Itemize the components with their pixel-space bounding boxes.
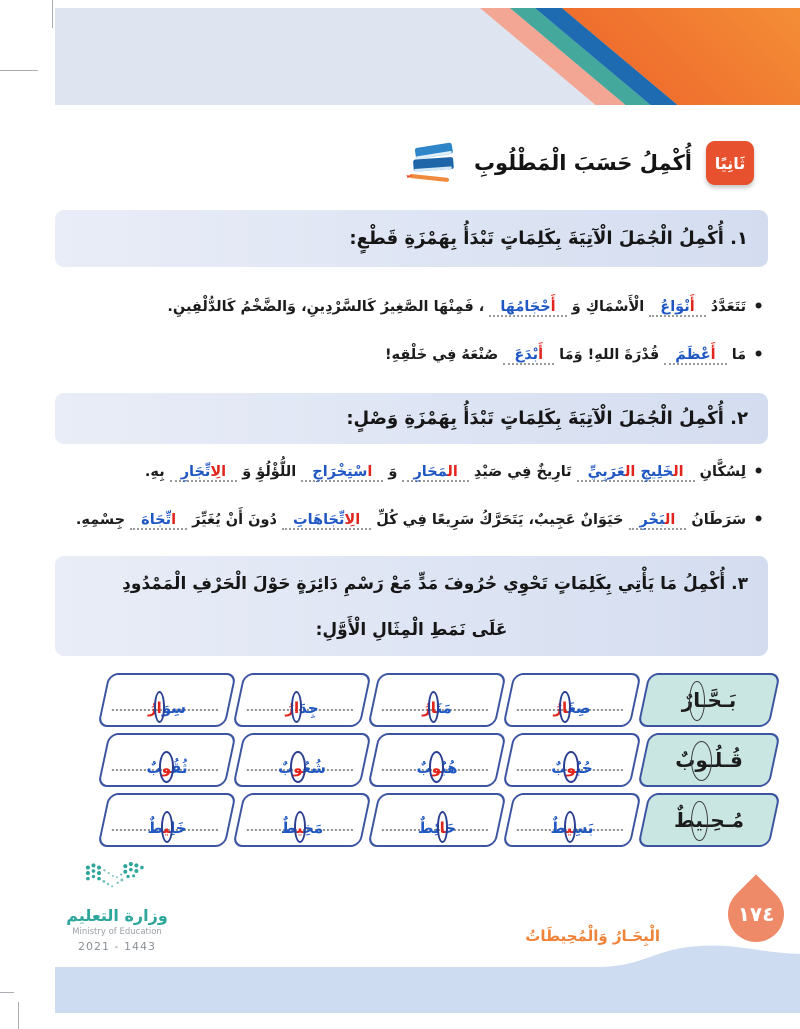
sentence-text: ، فَمِنْهَا الصَّغِيرُ كَالسَّرْدِينِ، وَالضَّخْمُ كَالدُّلْفِينِ. — [167, 299, 490, 315]
bullet-marker: • — [753, 510, 764, 530]
word-segment: رُ — [553, 699, 563, 717]
circled-mad-letter: ‍ا — [439, 819, 446, 837]
sample-answer-word — [418, 819, 456, 837]
word-segment: عْظَمَ — [675, 347, 711, 363]
question1-title: ١. أُكْمِلُ الْجُمَلَ الْآتِيَةَ بِكَلِمَاتٍ تَبْدَأُ بِهَمْزَةِ قَطْعٍ: — [349, 228, 748, 249]
sentence-text: دُونَ أَنْ يُغَيِّرَ — [187, 512, 282, 528]
sample-answer-word — [285, 699, 318, 717]
sentence-text: سَرَطَانُ — [686, 512, 747, 528]
word-segment: ثُقُ‍ — [171, 759, 188, 777]
example-cell — [637, 733, 780, 787]
word-segment: رُ — [148, 699, 157, 717]
word-segment: بَـحَّـ‍ — [700, 688, 737, 712]
bullet-sentence — [25, 283, 764, 331]
crop-mark — [0, 992, 14, 993]
answer-cell[interactable] — [97, 733, 236, 787]
circled-mad-letter: ‍و — [161, 759, 172, 777]
answer-cell[interactable] — [502, 793, 641, 847]
circled-mad-letter: ‍ا — [430, 699, 437, 717]
word-segment: ‍طٌ — [147, 819, 164, 837]
sentence-text: اللُّؤْلُؤِ وَ — [237, 464, 302, 480]
sentence-text: قُدْرَةَ اللهِ! وَمَا — [554, 347, 665, 363]
question3-box — [55, 556, 768, 656]
word-segment: بٌ — [278, 759, 294, 777]
word-segment: ‍مَحَارِ — [413, 464, 448, 480]
sample-answer-word — [551, 759, 592, 777]
answer-blank[interactable] — [577, 464, 695, 482]
answer-blank[interactable] — [503, 347, 554, 365]
sentence-text: مَا — [726, 347, 747, 363]
answer-blank[interactable] — [489, 299, 566, 317]
section-badge: ثَانِيًا — [706, 141, 754, 185]
sentence-text: جِسْمِهِ. — [75, 512, 131, 528]
circled-mad-letter: ‍ا — [693, 688, 701, 712]
word-segment: بٌ — [416, 759, 432, 777]
crop-mark — [52, 0, 53, 28]
answer-blank[interactable] — [649, 299, 705, 317]
page-number: ١٧٤ — [737, 902, 775, 926]
bullet-sentence — [25, 331, 764, 379]
ministry-name-en: Ministry of Education — [72, 927, 162, 937]
sample-answer-word — [147, 819, 186, 837]
crop-mark — [18, 1002, 19, 1029]
circled-mad-letter: ‍و — [431, 759, 441, 777]
circled-mad-letter: ‍و — [293, 759, 303, 777]
word-segment: بَسِ‍ — [572, 819, 594, 837]
circled-mad-letter: ‍و — [566, 759, 576, 777]
word-segment: شُعُ‍ — [302, 759, 326, 777]
word-segment: ال‍ — [664, 512, 676, 528]
sentence-text: لِسُكَّانِ — [694, 464, 747, 480]
circled-mad-letter: ‍ي‍ — [296, 819, 304, 837]
example-word — [674, 808, 744, 832]
word-segment: حَ‍ — [445, 819, 457, 837]
word-segment: رُ — [422, 699, 431, 717]
sentence-text: الْأَسْمَاكِ وَ — [566, 299, 650, 315]
page-number-drop — [716, 874, 795, 953]
word-segment: خَلِ‍ — [169, 819, 187, 837]
word-segment: ‍طٌ — [550, 819, 567, 837]
edition-years: 2021 - 1443 — [78, 940, 156, 953]
word-segment: أَ — [710, 347, 716, 363]
header-band — [55, 8, 800, 105]
question1-box — [55, 210, 768, 267]
answer-cell[interactable] — [97, 793, 236, 847]
word-segment: ‍خَلِيجِ — [635, 464, 674, 480]
example-cell — [637, 673, 780, 727]
example-cell — [637, 793, 780, 847]
word-segment: بٌ — [551, 759, 567, 777]
answer-cell[interactable] — [232, 733, 371, 787]
word-segment: ‍طٌ — [673, 808, 696, 832]
word-segment: مَنَ‍ — [436, 699, 452, 717]
footer-wave — [55, 945, 800, 1013]
word-segment: صِغَ‍ — [567, 699, 591, 717]
sentence-text: وَ — [383, 464, 403, 480]
q2-bullets — [25, 448, 764, 544]
word-segment: ال‍ — [624, 464, 636, 480]
word-segment: أَ — [689, 299, 695, 315]
word-segment: ‍بَحْرِ — [639, 512, 665, 528]
word-segment: تِّجَاهَاتِ — [293, 512, 345, 528]
sentence-text: صُنْعَهُ فِي خَلْقِهِ! — [384, 347, 504, 363]
answer-blank[interactable] — [664, 347, 726, 365]
answer-cell[interactable] — [367, 733, 506, 787]
word-segment: ا — [367, 464, 373, 480]
sample-answer-word — [278, 759, 326, 777]
word-segment: ئِطٌ — [417, 819, 440, 837]
ministry-name-ar: وزارة التعليم — [66, 906, 168, 925]
word-segment: مَخِ‍ — [303, 819, 324, 837]
word-segment: ‍عَرَبِيِّ — [587, 464, 625, 480]
word-segment: رُ — [285, 699, 294, 717]
books-icon — [404, 142, 460, 184]
lesson-title: الْبِحَـارُ وَالْمُحِيطَاتُ — [525, 927, 660, 945]
answer-blank[interactable] — [629, 512, 687, 530]
circled-mad-letter: ‍ي‍ — [566, 819, 573, 837]
question3-title-line1: ٣. أُكْمِلُ مَا يَأْتِي بِكَلِمَاتٍ تَحْوِي حُرُوفَ مَدٍّ مَعْ رَسْمِ دَائِرَةٍ حَوْلَ الْحَرْفِ الْمَمْدُودِ — [122, 574, 748, 594]
sentence-text: تَتَعَدَّدُ — [705, 299, 747, 315]
question2-title: ٢. أُكْمِلُ الْجُمَلَ الْآتِيَةَ بِكَلِمَاتٍ تَبْدَأُ بِهَمْزَةِ وَصْلٍ: — [346, 408, 748, 429]
circled-mad-letter: ‍ي‍ — [163, 819, 170, 837]
word-segment: أَ — [550, 299, 556, 315]
word-segment: الِا — [344, 512, 361, 528]
pattern-row — [103, 793, 775, 847]
answer-cell[interactable] — [232, 673, 371, 727]
sample-answer-word — [422, 699, 452, 717]
bullet-marker: • — [753, 345, 764, 365]
answer-blank[interactable] — [170, 464, 237, 482]
section-title: أُكْمِلُ حَسَبَ الْمَطْلُوبِ — [473, 151, 692, 175]
word-segment: أَ — [538, 347, 544, 363]
sentence-text: تَارِيخٌ فِي صَيْدِ — [468, 464, 577, 480]
sample-answer-word — [553, 699, 590, 717]
word-segment: قُـلُـ‍ — [707, 748, 743, 772]
answer-cell[interactable] — [367, 793, 506, 847]
word-segment: حُبُ‍ — [575, 759, 593, 777]
bullet-marker: • — [753, 462, 764, 482]
answer-blank[interactable] — [301, 464, 383, 482]
word-segment: بْدَعَ — [514, 347, 539, 363]
example-word — [682, 688, 737, 712]
sentence-text: حَيَوَانٌ عَجِيبٌ، يَتَحَرَّكُ سَرِيعًا فِي كُلِّ — [371, 512, 629, 528]
word-segment: ‍طٌ — [280, 819, 297, 837]
answer-blank[interactable] — [402, 464, 468, 482]
section-header — [404, 139, 754, 187]
word-segment: تِّجَاهَ — [141, 512, 172, 528]
word-segment: سِوَ — [161, 699, 186, 717]
answer-cell[interactable] — [367, 673, 506, 727]
q3-rows — [103, 673, 775, 853]
answer-blank[interactable] — [282, 512, 371, 530]
word-segment: ال‍ — [447, 464, 458, 480]
circled-mad-letter: ا — [294, 699, 300, 717]
pattern-row — [103, 673, 775, 727]
example-word — [675, 748, 743, 772]
circled-mad-letter: ‍ي‍ — [695, 808, 704, 832]
answer-cell[interactable] — [502, 733, 641, 787]
word-segment: هُبُ‍ — [440, 759, 458, 777]
circled-mad-letter: ‍ا — [562, 699, 568, 717]
circled-mad-letter: ‍و — [695, 748, 708, 772]
bullet-marker: • — [753, 297, 764, 317]
question2-box — [55, 393, 768, 444]
sentence-text: بِهِ. — [144, 464, 170, 480]
sample-answer-word — [281, 819, 323, 837]
word-segment: ال‍ — [673, 464, 684, 480]
answer-cell[interactable] — [232, 793, 371, 847]
word-segment: الِا — [210, 464, 227, 480]
word-segment: حْجَامُهَا — [500, 299, 551, 315]
sample-answer-word — [148, 699, 186, 717]
word-segment: تِّجَارِ — [180, 464, 211, 480]
word-segment: بٌ — [146, 759, 162, 777]
circled-mad-letter: ا — [156, 699, 162, 717]
word-segment: ا — [171, 512, 177, 528]
word-segment: بٌ — [675, 748, 696, 772]
sample-answer-word — [147, 759, 188, 777]
q1-bullets — [25, 283, 764, 379]
ministry-logo-block — [42, 862, 192, 953]
bullet-sentence — [25, 496, 764, 544]
word-segment: نْوَاعُ — [660, 299, 690, 315]
answer-cell[interactable] — [97, 673, 236, 727]
pattern-row — [103, 733, 775, 787]
sample-answer-word — [417, 759, 458, 777]
word-segment: مُـحِـ‍ — [703, 808, 745, 832]
answer-blank[interactable] — [130, 512, 187, 530]
answer-cell[interactable] — [502, 673, 641, 727]
ministry-logo-dots-icon — [73, 862, 161, 898]
sample-answer-word — [550, 819, 593, 837]
question3-title-line2: عَلَى نَمَطِ الْمِثَالِ الْأَوَّلِ: — [315, 620, 508, 640]
word-segment: سْتِخْرَاجِ — [312, 464, 368, 480]
word-segment: جِدَ — [299, 699, 319, 717]
bullet-sentence — [25, 448, 764, 496]
crop-mark — [0, 70, 38, 71]
word-segment: رٌ — [681, 688, 694, 712]
